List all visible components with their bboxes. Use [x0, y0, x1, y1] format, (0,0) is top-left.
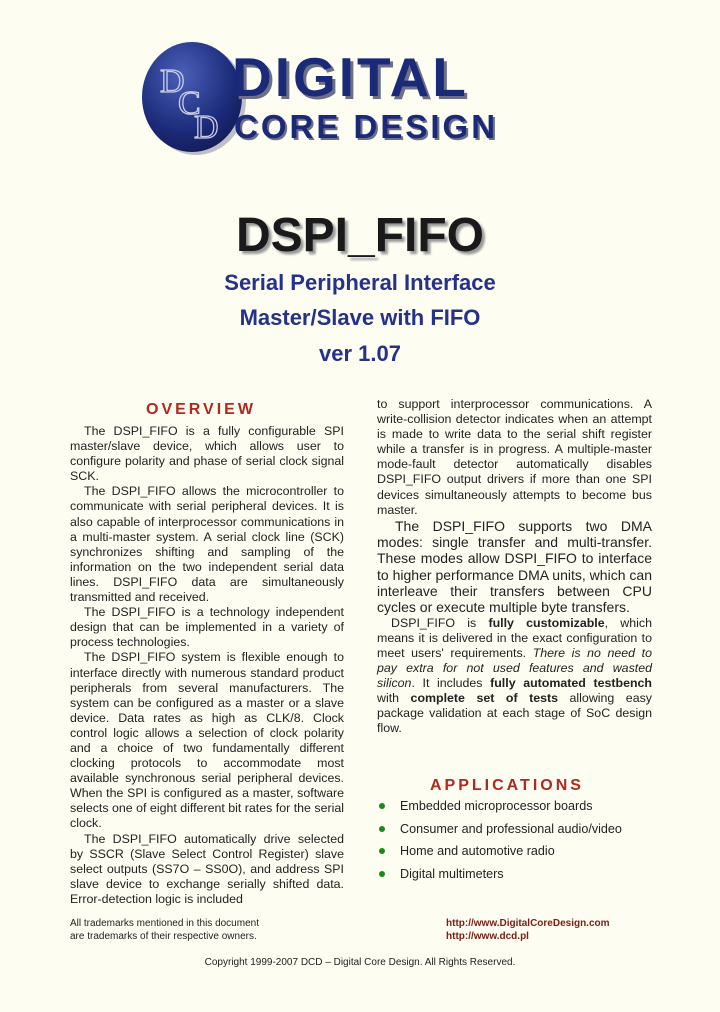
overview-paragraph: The DSPI_FIFO is a fully configurable SPI master/slave device, which allows user to configure polarity and phase of serial clock signal SCK. [70, 424, 344, 484]
monogram-letter-d2: D [194, 109, 219, 146]
custom-bold-tests: complete set of tests [410, 691, 559, 705]
trademark-notice [70, 917, 259, 943]
customizable-paragraph [377, 616, 652, 737]
subtitle-line-1: Serial Peripheral Interface [224, 270, 496, 295]
application-label: Home and automotive radio [400, 844, 555, 858]
overview-left-column [70, 424, 344, 907]
applications-heading: APPLICATIONS [430, 777, 584, 794]
application-label: Embedded microprocessor boards [400, 799, 593, 813]
overview-paragraph: The DSPI_FIFO is a technology independent design that can be implemented in a variety of process technologies. [70, 605, 344, 650]
website-link-dcd[interactable]: http://www.DigitalCoreDesign.com [446, 918, 610, 929]
overview-paragraph: The DSPI_FIFO allows the microcontroller to communicate with serial peripheral devices. It is also capable of interprocessor communications in a multi-master system. A serial clock line (SCK) synchronizes shifting and sampling of the information on the two independent serial data lines. DSPI_FIFO data are simultaneously transmitted and received. [70, 484, 344, 605]
logo-word-digital: DIGITAL [232, 46, 469, 108]
product-title: DSPI_FIFO [235, 209, 485, 262]
bullet-icon [379, 826, 385, 832]
custom-text: allowing easy package validation at each stage of SoC design flow. [377, 691, 652, 736]
monogram-letter-c: C [178, 85, 201, 122]
custom-text: . It includes [411, 675, 491, 690]
dma-paragraph: The DSPI_FIFO supports two DMA modes: single transfer and multi-transfer. These modes allow DSPI_FIFO to interface to higher performance DMA units, which can interleave their transfers between CPU cycles or execute multiple byte transfers. [377, 517, 652, 616]
custom-text: , which means it is delivered in the exact configuration to meet users' requirements. [377, 615, 652, 660]
list-item [377, 843, 622, 866]
version-label: ver 1.07 [319, 341, 401, 366]
list-item [377, 798, 622, 821]
bullet-icon [379, 871, 385, 877]
application-label: Digital multimeters [400, 866, 504, 881]
list-item [377, 866, 622, 889]
bullet-icon [379, 803, 385, 809]
list-item [377, 821, 622, 844]
custom-italic-no-extra: There is no need to pay extra for not used features and wasted silicon [377, 645, 652, 690]
custom-text: with [377, 691, 411, 705]
applications-list [377, 798, 622, 888]
subtitle-line-2: Master/Slave with FIFO [239, 305, 481, 330]
company-logo [140, 40, 560, 158]
website-link-dcd-pl[interactable]: http://www.dcd.pl [446, 931, 529, 942]
overview-paragraph: The DSPI_FIFO automatically drive selected by SSCR (Slave Select Control Register) slave select outputs (SS7O – SS0O), and address SPI slave device to exchange serially shifted data. Error-detection logic is included [70, 831, 344, 906]
custom-bold-fully-customizable: fully customizable [488, 615, 605, 630]
copyright-notice: Copyright 1999-2007 DCD – Digital Core Design. All Rights Reserved. [204, 957, 516, 968]
trademark-line-1: All trademarks mentioned in this document [70, 918, 259, 929]
trademark-line-2: are trademarks of their respective owners. [70, 931, 257, 942]
logo-word-core-design: CORE DESIGN [234, 108, 499, 145]
overview-right-column [377, 397, 652, 736]
footer-links [446, 917, 610, 943]
custom-text: DSPI_FIFO is [391, 615, 489, 630]
monogram-letter-d1: D [160, 63, 185, 100]
overview-paragraph: The DSPI_FIFO system is flexible enough to interface directly with numerous standard product peripherals from several manufacturers. The system can be configured as a master or a slave device. Data rates as high as CLK/8. Clock control logic allows a selection of clock polarity and a choice of two fundamentally different clocking protocols to accommodate most available synchronous serial peripheral devices. When the SPI is configured as a master, software selects one of eight different bit rates for the serial clock. [70, 650, 344, 831]
application-label: Consumer and professional audio/video [400, 821, 622, 836]
custom-bold-testbench: fully automated testbench [490, 675, 652, 690]
overview-continuation: to support interprocessor communications. A write-collision detector indicates when an attempt is made to write data to the serial shift register while a transfer is in progress. A multiple-master mode-fault detector automatically disables DSPI_FIFO output drivers if more than one SPI devices simultaneously attempts to become bus master. [377, 397, 652, 517]
bullet-icon [379, 848, 385, 854]
overview-heading: OVERVIEW [146, 401, 256, 418]
